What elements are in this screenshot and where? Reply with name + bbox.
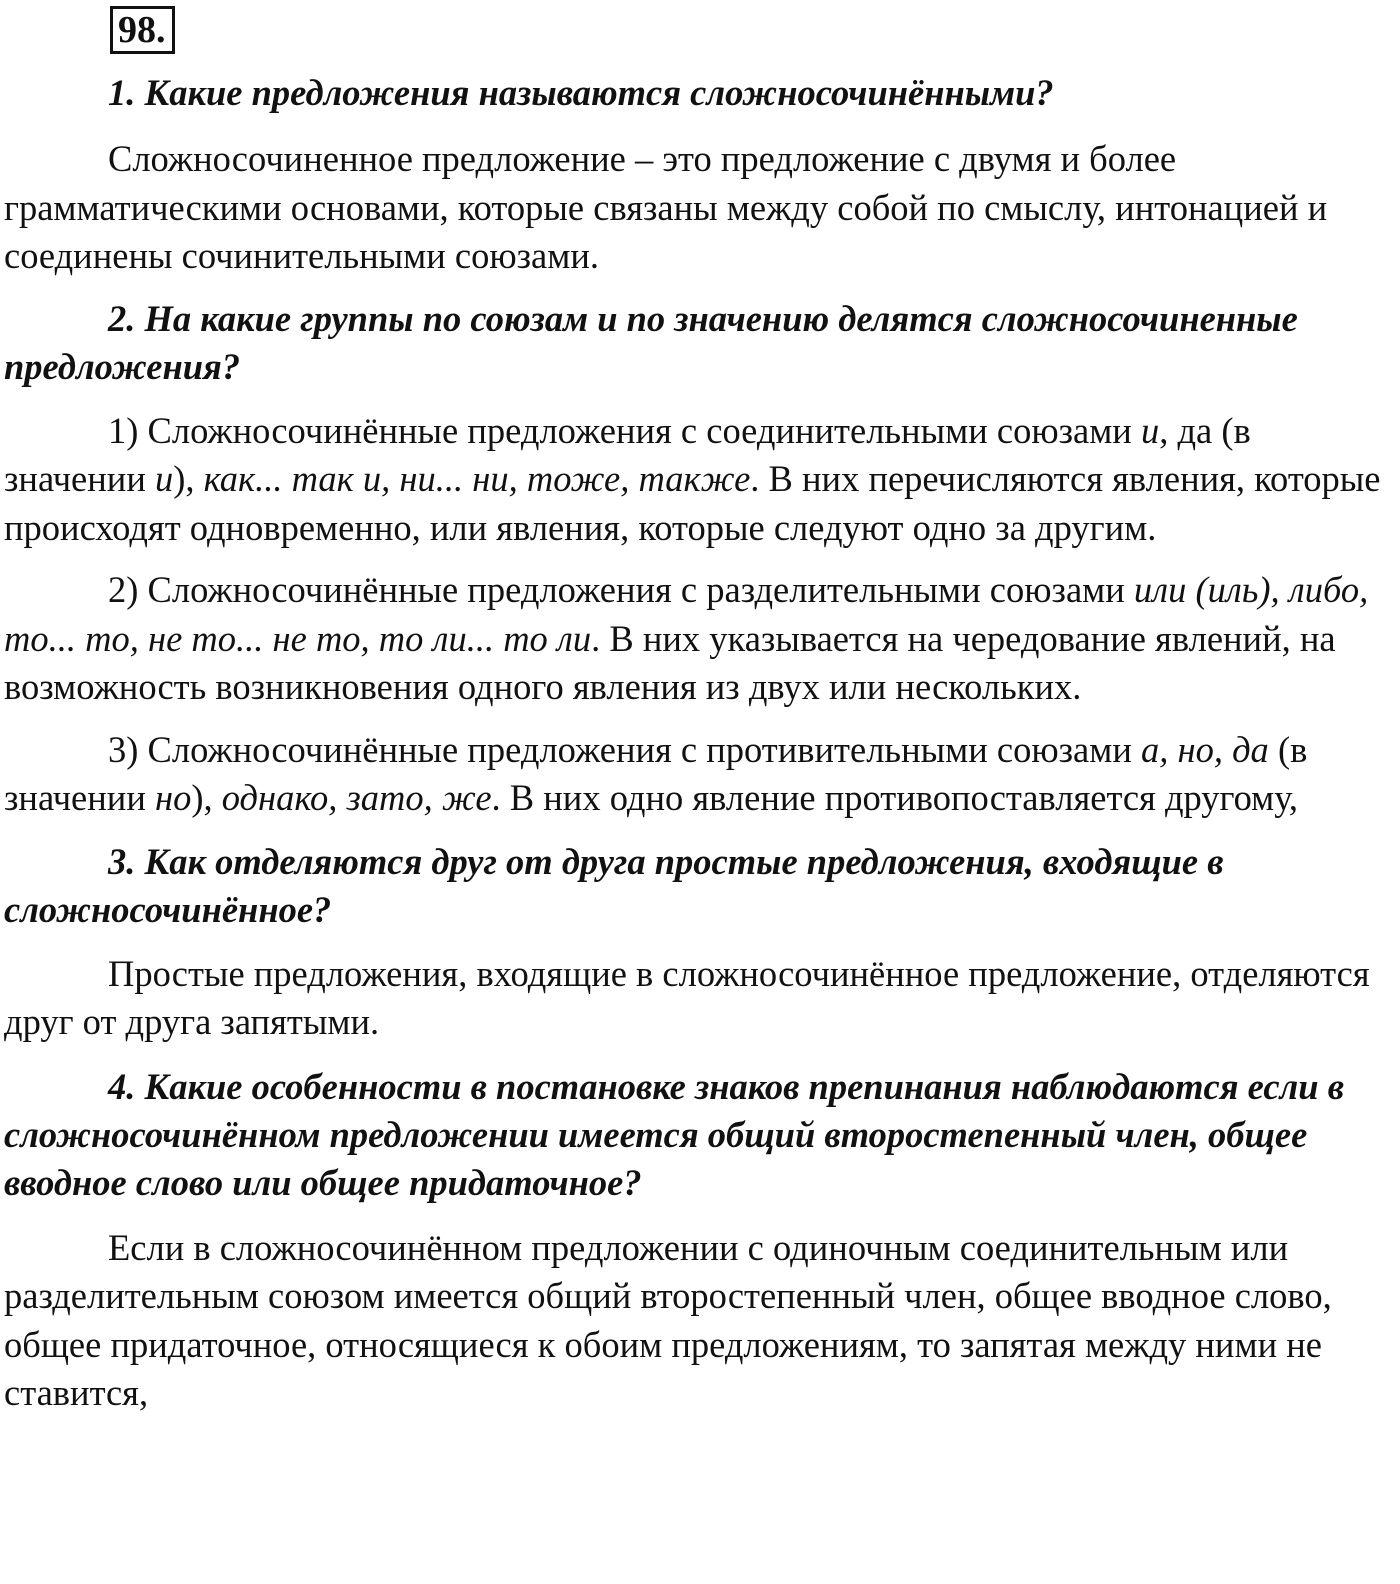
answer-2-item-1-conj: и: [154, 458, 174, 499]
answer-2-item-3-conj: но: [154, 777, 192, 818]
answer-2-item-1-conj: как... так и, ни... ни, тоже, также: [203, 458, 751, 499]
exercise-number-box: 98.: [110, 6, 175, 54]
answer-2-item-3: [4, 726, 1394, 823]
answer-2-item-3-text: ),: [191, 777, 222, 818]
answer-2-item-3-text: (в значении: [4, 728, 1308, 818]
answer-2-item-1-text: , да (в значении: [4, 409, 1251, 499]
answer-3: Простые предложения, входящие в сложносочинённое предложение, отделяются друг от друга запятыми.: [4, 952, 1370, 1042]
answer-2-item-2: [4, 566, 1394, 712]
answer-2-item-3-conj: однако, зато, же: [221, 777, 492, 818]
answer-2-item-3-text: . В них одно явление противопоставляется другому,: [491, 777, 1298, 818]
answer-2-item-1-conj: и: [1140, 409, 1160, 451]
answer-4: Если в сложносочинённом предложении с одиночным соединительным или разделительным союзом имеется общий второстепенный член, общее вводное слово, общее придаточное, относящиеся к обоим предложениям, то запятая между ними не ставится,: [4, 1226, 1332, 1413]
question-1: 1. Какие предложения называются сложносочинёнными?: [108, 72, 1054, 113]
document-page: [4, 6, 1394, 1418]
answer-1: Сложносочиненное предложение – это предложение с двумя и более грамматическими основами, которые связаны между собой по смыслу, интонацией и соединены сочинительными союзами.: [4, 138, 1328, 276]
answer-2-item-2-conj: или (иль), либо, то... то, не то... не то, то ли... то ли: [4, 569, 1369, 659]
answer-2-item-1-text: ),: [173, 458, 204, 499]
question-4: 4. Какие особенности в постановке знаков препинания наблюдаются если в сложносочинённом предложении имеется общий второстепенный член, общее вводное слово или общее придаточное?: [4, 1065, 1345, 1203]
question-3: 3. Как отделяются друг от друга простые предложения, входящие в сложносочинённое?: [4, 840, 1224, 930]
answer-2-item-3-conj: а, но, да: [1140, 728, 1269, 770]
answer-2-item-3-text: 3) Сложносочинённые предложения с противительными союзами: [108, 728, 1141, 770]
answer-2-item-2-text: . В них указывается на чередование явлений, на возможность возникновения одного явления из двух или нескольких.: [4, 617, 1336, 707]
answer-2-item-2-text: 2) Сложносочинённые предложения с разделительными союзами: [108, 569, 1134, 610]
answer-2-item-1: [4, 407, 1394, 553]
answer-2-item-1-text: 1) Сложносочинённые предложения с соединительными союзами: [108, 409, 1141, 451]
question-2: 2. На какие группы по союзам и по значению делятся сложносочиненные предложения?: [4, 297, 1298, 387]
answer-2-item-1-text: . В них перечисляются явления, которые происходят одновременно, или явления, которые следуют одно за другим.: [4, 458, 1381, 548]
